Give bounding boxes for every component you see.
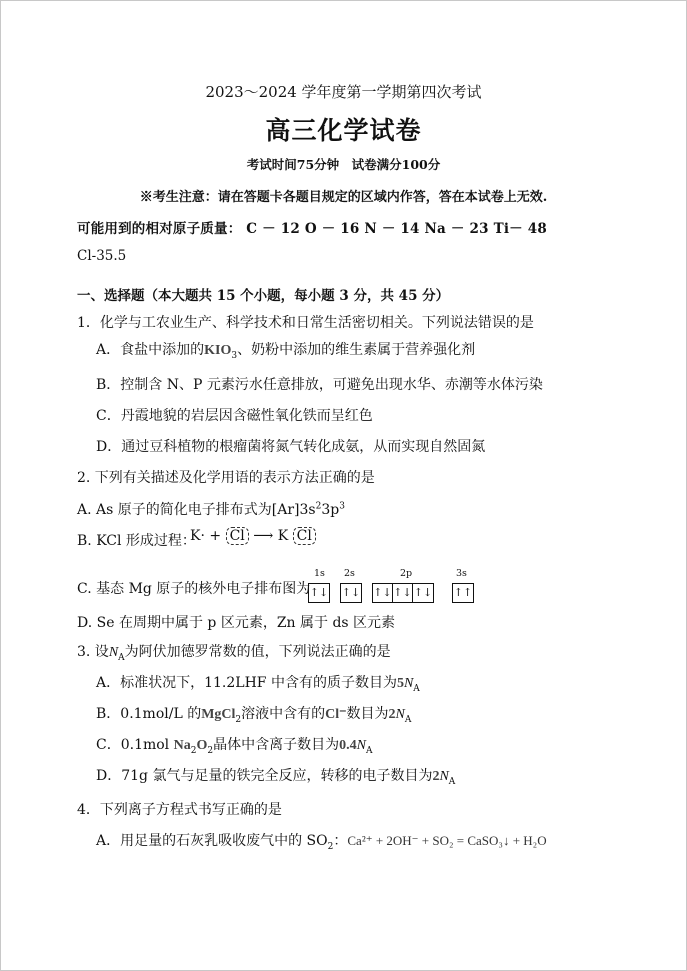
section-title: 一、选择题（本大题共 15 个小题，每小题 3 分，共 45 分）: [77, 288, 450, 304]
q2-a-sup2: 3: [339, 501, 345, 512]
q3-d-val: 2: [432, 769, 440, 784]
orb-cell: ↑↓: [341, 586, 361, 599]
q2-a-sup1: 2: [315, 501, 322, 512]
lewis-cl-product: Cl: [293, 527, 316, 545]
na-symbol: N: [356, 738, 366, 753]
kcl-lewis-diagram: [190, 527, 316, 545]
q1-option-d: D．通过豆科植物的根瘤菌将氮气转化成氨，从而实现自然固氮: [96, 439, 486, 455]
orbital-2s: [340, 583, 362, 603]
exam-year-line: 2023～2024 学年度第一学期第四次考试: [205, 83, 482, 101]
q3-c-chem2: O: [196, 738, 208, 753]
q3-c-mid: 晶体中含离子数目为: [213, 737, 340, 753]
q3-stem-pre: 3. 设: [77, 644, 109, 660]
na-symbol: N: [403, 676, 414, 691]
mg-orbital-diagram: [308, 568, 478, 604]
q2-option-c: C. 基态 Mg 原子的核外电子排布图为: [77, 581, 311, 597]
q2-a-mid: 3p: [321, 502, 340, 518]
orb-cell: ↑↓: [309, 586, 329, 599]
q3-option-c: [96, 734, 372, 754]
na-symbol: N: [395, 707, 405, 722]
q3-c-sub1: 2: [190, 745, 197, 756]
exam-subtitle: 考试时间75分钟 试卷满分100分: [246, 157, 441, 172]
q4-option-a: [96, 830, 547, 850]
q3-b-mid: 溶液中含有的: [241, 706, 326, 722]
na-sub: A: [404, 714, 412, 725]
orbital-1s: [308, 583, 330, 603]
orb-label-1s: 1s: [314, 568, 325, 579]
q4-a-pre: A．用足量的石灰乳吸收废气中的 SO: [96, 833, 328, 849]
q2-option-b: B. KCl 形成过程：: [77, 533, 196, 549]
orb-label-2s: 2s: [344, 568, 355, 579]
q1-option-b: B．控制含 N、P 元素污水任意排放，可避免出现水华、赤潮等水体污染: [96, 377, 543, 393]
q3-a-val: 5: [396, 676, 404, 691]
orb-cell: ↑↓: [373, 584, 393, 602]
q1-a-pre: A．食盐中添加的: [96, 342, 205, 358]
q3-c-sub2: 2: [207, 745, 214, 756]
q2-option-a: [77, 499, 345, 519]
q3-b-pre: B．0.1mol/L 的: [96, 706, 202, 722]
orb-cell: ↑↑: [453, 586, 473, 599]
q3-stem: [77, 641, 391, 661]
na-sub: A: [118, 652, 125, 663]
q3-option-b: [96, 703, 411, 723]
orbital-2p: [372, 583, 434, 603]
q1-option-a: [96, 339, 475, 359]
orb-label-2p: 2p: [400, 568, 413, 579]
q3-option-d: [96, 765, 455, 785]
q1-a-post: 、奶粉中添加的维生素属于营养强化剂: [237, 342, 476, 358]
na-sub: A: [365, 745, 373, 756]
q3-option-a: [96, 672, 420, 692]
na-sub: A: [413, 683, 420, 694]
q4-stem: 4．下列离子方程式书写正确的是: [77, 802, 282, 818]
orb-label-3s: 3s: [456, 568, 467, 579]
q4-a-colon: ：: [333, 833, 348, 849]
lewis-arrow: ⟶: [253, 528, 274, 544]
q2-stem: 2. 下列有关描述及化学用语的表示方法正确的是: [77, 470, 375, 486]
lewis-cl: Cl: [226, 527, 249, 545]
q1-stem: 1．化学与工农业生产、科学技术和日常生活密切相关。下列说法错误的是: [77, 315, 534, 331]
orb-cell: ↑↓: [393, 584, 413, 602]
page-title: 高三化学试卷: [265, 116, 422, 145]
lewis-k: K·: [190, 528, 205, 544]
q1-a-sub: 3: [231, 350, 238, 361]
q3-c-val: 0.4: [339, 738, 357, 753]
lewis-k-product: K: [277, 528, 289, 544]
atomic-masses-line1: 可能用到的相对原子质量： C － 12 O － 16 N － 14 Na － 23 Ti－ 48: [77, 221, 547, 237]
lewis-plus: +: [209, 528, 222, 544]
orbital-3s: [452, 583, 474, 603]
na-symbol: N: [439, 769, 449, 784]
na-sub: A: [448, 776, 456, 787]
q2-option-d: D. Se 在周期中属于 p 区元素，Zn 属于 ds 区元素: [77, 615, 396, 631]
na-symbol: N: [108, 645, 119, 660]
q1-a-chem: KIO: [204, 343, 232, 358]
exam-notice: ※考生注意：请在答题卡各题目规定的区域内作答，答在本试卷上无效.: [139, 190, 548, 205]
q3-c-pre: C．0.1mol: [96, 737, 174, 753]
q4-a-sub: 2: [327, 841, 334, 852]
q3-b-ion: Cl⁻: [325, 707, 347, 722]
atomic-masses-line2: Cl-35.5: [77, 248, 127, 264]
q3-a-pre: A．标准状况下，11.2LHF 中含有的质子数目为: [96, 675, 397, 691]
q3-b-post: 数目为: [346, 706, 389, 722]
q1-option-c: C．丹霞地貌的岩层因含磁性氧化铁而呈红色: [96, 408, 373, 424]
q2-a-pre: A. As 原子的简化电子排布式为[Ar]3s: [77, 502, 316, 518]
orb-cell: ↑↓: [413, 586, 433, 599]
q3-d-pre: D．71g 氯气与足量的铁完全反应，转移的电子数目为: [96, 768, 433, 784]
q3-b-sub: 2: [235, 714, 242, 725]
q3-c-chem1: Na: [173, 738, 191, 753]
q3-b-chem: MgCl: [201, 707, 236, 722]
q3-stem-post: 为阿伏加德罗常数的值，下列说法正确的是: [124, 644, 391, 660]
q3-b-val: 2: [388, 707, 396, 722]
q4-a-equation: Ca²⁺ + 2OH⁻ + SO₂ = CaSO₃↓ + H₂O: [347, 833, 547, 848]
